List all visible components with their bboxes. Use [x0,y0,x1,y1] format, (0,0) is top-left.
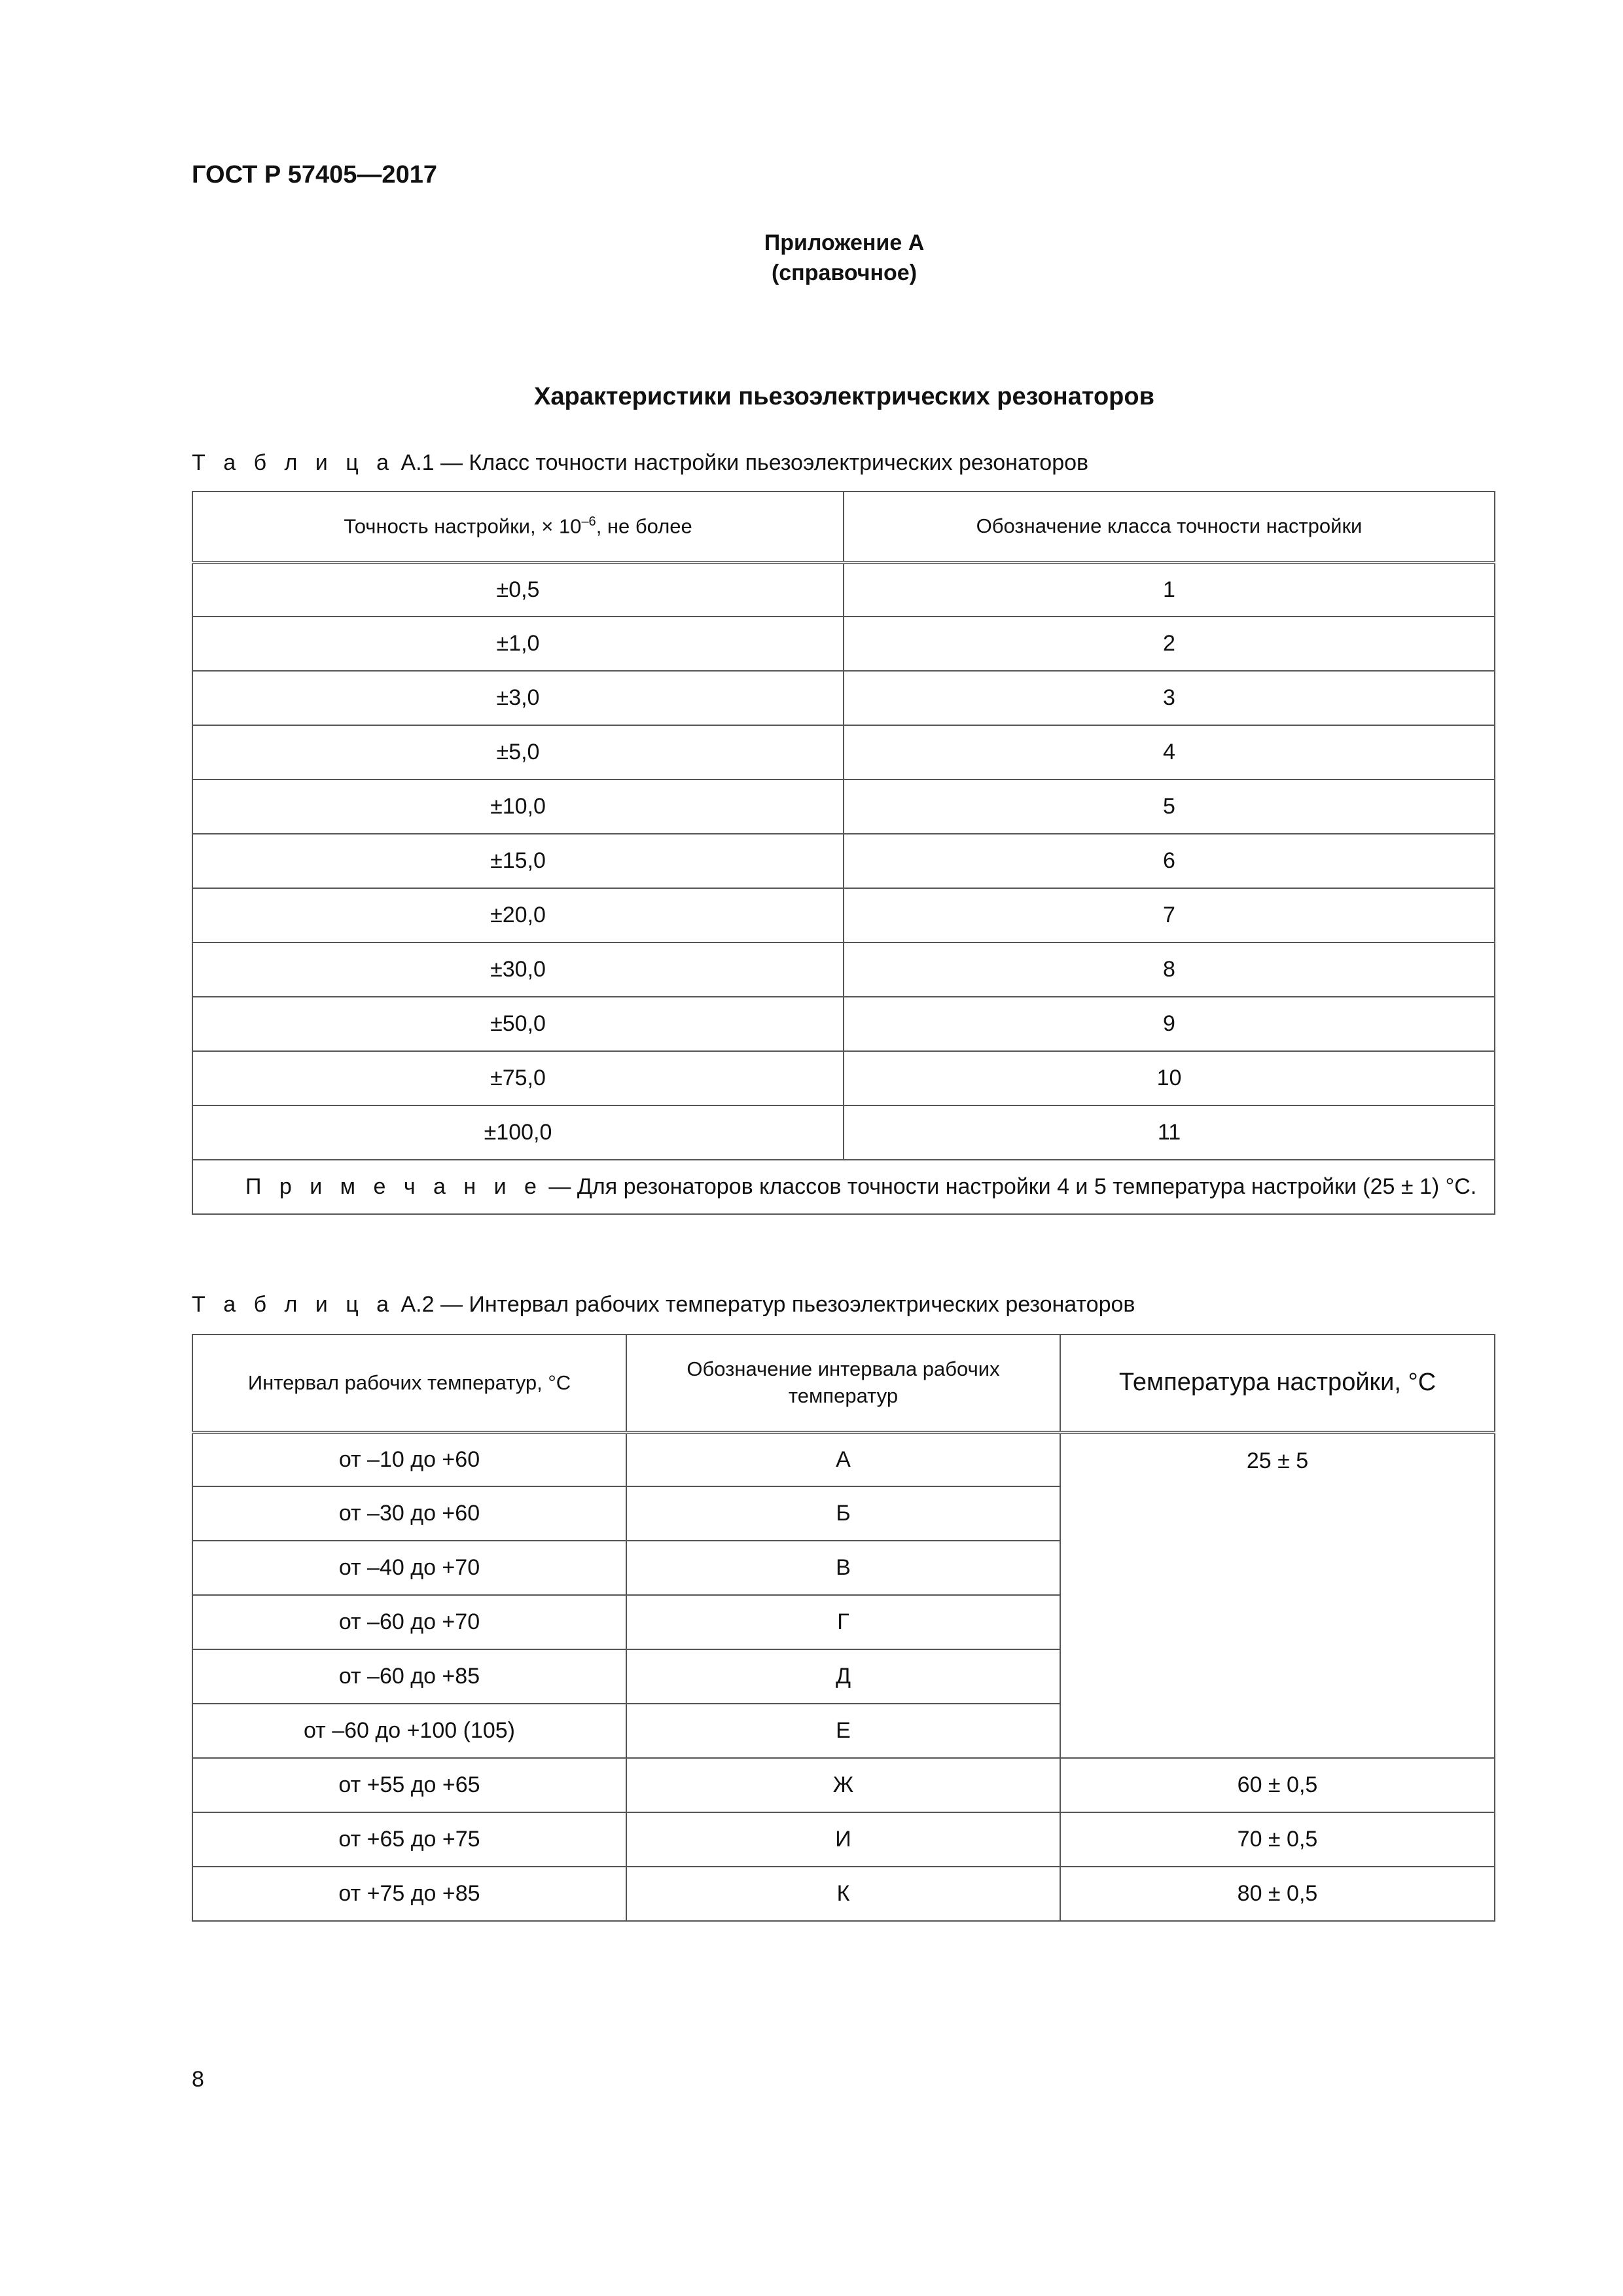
interval-cell: от +75 до +85 [192,1867,626,1921]
accuracy-cell: ±3,0 [192,671,844,725]
class-cell: 9 [844,997,1495,1051]
appendix-title: Приложение А [764,230,925,255]
class-cell: 8 [844,942,1495,997]
code-cell: Б [626,1486,1060,1541]
table2-caption [192,1292,1135,1318]
table2-header-temp: Температура настройки, °С [1060,1335,1495,1432]
table-row [192,1867,1495,1921]
class-cell: 5 [844,780,1495,834]
code-cell: Д [626,1649,1060,1704]
table2-caption-prefix: Т а б л и ц а [192,1292,395,1317]
note-prefix: П р и м е ч а н и е [245,1174,543,1199]
accuracy-cell: ±20,0 [192,888,844,942]
table2-header-code: Обозначение интервала рабочих температур [626,1335,1060,1432]
interval-cell: от –40 до +70 [192,1541,626,1595]
table1-header-accuracy: Точность настройки, × $10^{-6}$, не более [192,492,844,562]
class-cell: 10 [844,1051,1495,1105]
code-cell: И [626,1812,1060,1867]
table1-caption [192,450,1088,476]
table1-caption-prefix: Т а б л и ц а [192,450,395,475]
table1-header-class: Обозначение класса точности настройки [844,492,1495,562]
interval-cell: от –60 до +70 [192,1595,626,1649]
table-row [192,997,1495,1051]
accuracy-cell: ±1,0 [192,617,844,671]
table-row [192,725,1495,780]
interval-cell: от –60 до +100 (105) [192,1704,626,1758]
table-row [192,617,1495,671]
class-cell: 7 [844,888,1495,942]
merged-temp-cell: 25 ± 5 [1060,1432,1495,1758]
table-row [192,1105,1495,1160]
code-cell: Г [626,1595,1060,1649]
interval-cell: от –30 до +60 [192,1486,626,1541]
table-row [192,562,1495,617]
class-cell: 11 [844,1105,1495,1160]
code-cell: В [626,1541,1060,1595]
accuracy-cell: ±100,0 [192,1105,844,1160]
accuracy-cell: ±50,0 [192,997,844,1051]
class-cell: 6 [844,834,1495,888]
table1-note-row [192,1160,1495,1214]
class-cell: 4 [844,725,1495,780]
accuracy-cell: ±30,0 [192,942,844,997]
appendix-subtitle: (справочное) [771,260,918,285]
temperature-range-table [192,1334,1495,1922]
interval-cell: от –60 до +85 [192,1649,626,1704]
table-row [192,834,1495,888]
table-row [192,1812,1495,1867]
section-title: Характеристики пьезоэлектрических резонаторов [534,383,1154,410]
class-cell: 1 [844,562,1495,617]
class-cell: 2 [844,617,1495,671]
table1-note [192,1160,1495,1214]
note-text: — Для резонаторов классов точности настройки 4 и 5 температура настройки (25 ± 1) °С. [542,1174,1477,1199]
table-row [192,888,1495,942]
document-code: ГОСТ Р 57405—2017 [192,161,437,188]
table2-caption-text: А.2 — Интервал рабочих температур пьезоэлектрических резонаторов [395,1292,1135,1317]
interval-cell: от +55 до +65 [192,1758,626,1812]
accuracy-cell: ±10,0 [192,780,844,834]
temp-cell: 70 ± 0,5 [1060,1812,1495,1867]
interval-cell: от +65 до +75 [192,1812,626,1867]
temp-cell: 60 ± 0,5 [1060,1758,1495,1812]
table-row [192,1758,1495,1812]
table-row [192,671,1495,725]
code-cell: А [626,1432,1060,1486]
page-number: 8 [192,2067,204,2092]
code-cell: Ж [626,1758,1060,1812]
code-cell: К [626,1867,1060,1921]
class-cell: 3 [844,671,1495,725]
table1-caption-text: А.1 — Класс точности настройки пьезоэлектрических резонаторов [395,450,1089,475]
code-cell: Е [626,1704,1060,1758]
accuracy-class-table [192,491,1495,1215]
table2-header-interval: Интервал рабочих температур, °С [192,1335,626,1432]
table-row [192,942,1495,997]
accuracy-cell: ±75,0 [192,1051,844,1105]
accuracy-cell: ±15,0 [192,834,844,888]
table-row [192,1051,1495,1105]
table-row [192,1432,1495,1486]
accuracy-cell: ±5,0 [192,725,844,780]
accuracy-cell: ±0,5 [192,562,844,617]
table-row [192,780,1495,834]
temp-cell: 80 ± 0,5 [1060,1867,1495,1921]
interval-cell: от –10 до +60 [192,1432,626,1486]
